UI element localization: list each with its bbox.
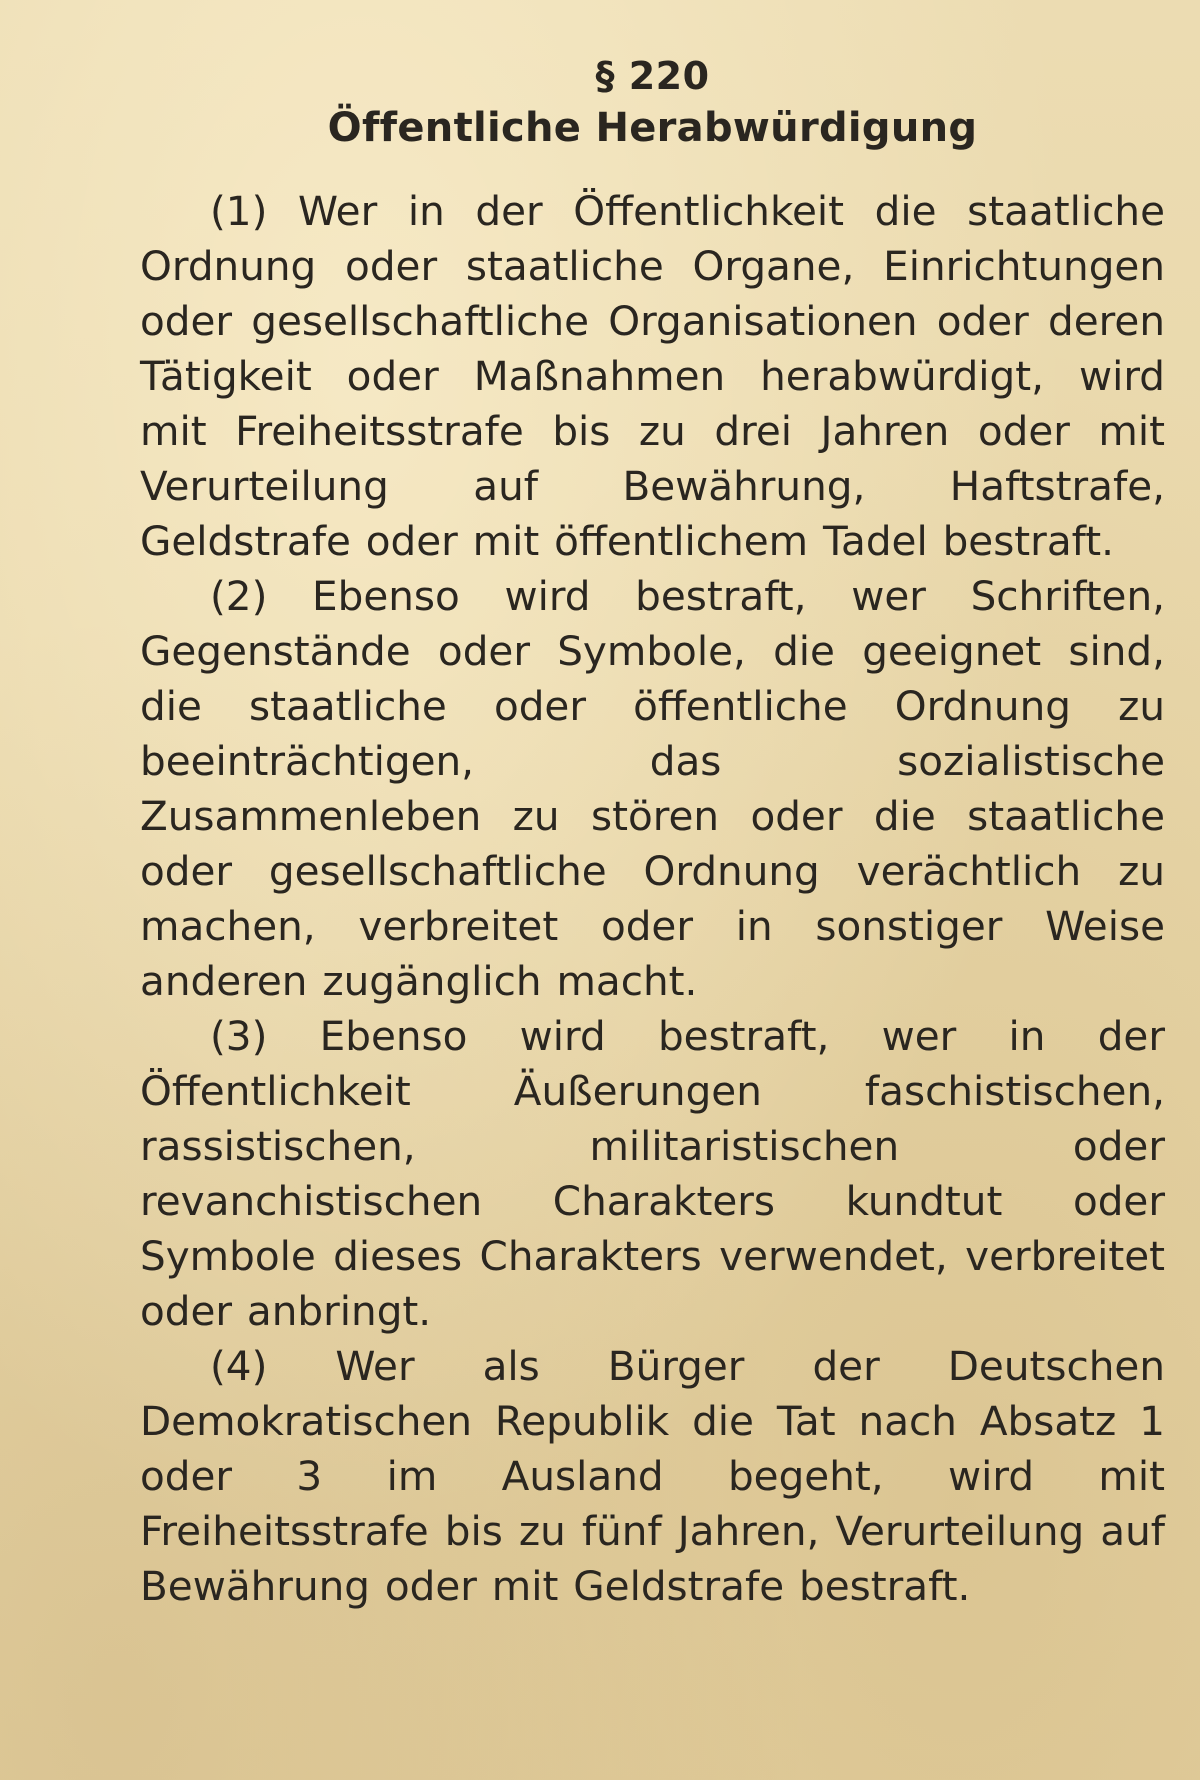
paragraph-text: Wer als Bürger der Deutschen Demokratischen Republik die Tat nach Absatz 1 oder 3 im Ausland begeht, wird mit Freiheitsstrafe bis zu fünf Jahren, Verurteilung auf Bewährung oder mit Geldstrafe bestraft. [140, 1342, 1165, 1610]
paragraph-1 [140, 184, 1165, 569]
paragraph-3 [140, 1009, 1165, 1339]
section-title: Öffentliche Herabwürdigung [327, 105, 978, 151]
paragraph-text: Ebenso wird bestraft, wer in der Öffentlichkeit Äußerungen faschistischen, rassistischen, militaristischen oder revanchistischen Charakters kundtut oder Symbole dieses Charakters verwendet, verbreitet oder anbringt. [140, 1012, 1165, 1335]
paragraph-2 [140, 569, 1165, 1009]
section-number: § 220 [595, 54, 710, 98]
paragraph-number: (3) [210, 1012, 268, 1060]
statute-text [140, 52, 1165, 1614]
paragraph-number: (4) [210, 1342, 268, 1390]
paragraph-4 [140, 1339, 1165, 1614]
paragraph-text: Ebenso wird bestraft, wer Schriften, Gegenstände oder Symbole, die geeignet sind, die staatliche oder öffentliche Ordnung zu beeinträchtigen, das sozialistische Zusammenleben zu stören oder die staatliche oder gesellschaftliche Ordnung verächtlich zu machen, verbreitet oder in sonstiger Weise anderen zugänglich macht. [140, 572, 1165, 1005]
paragraph-number: (1) [210, 187, 268, 235]
paragraph-text: Wer in der Öffentlichkeit die staatliche Ordnung oder staatliche Organe, Einrichtungen oder gesellschaftliche Organisationen oder deren Tätigkeit oder Maßnahmen herabwürdigt, wird mit Freiheitsstrafe bis zu drei Jahren oder mit Verurteilung auf Bewährung, Haftstrafe, Geldstrafe oder mit öffentlichem Tadel bestraft. [140, 187, 1166, 565]
paragraph-number: (2) [210, 572, 268, 620]
